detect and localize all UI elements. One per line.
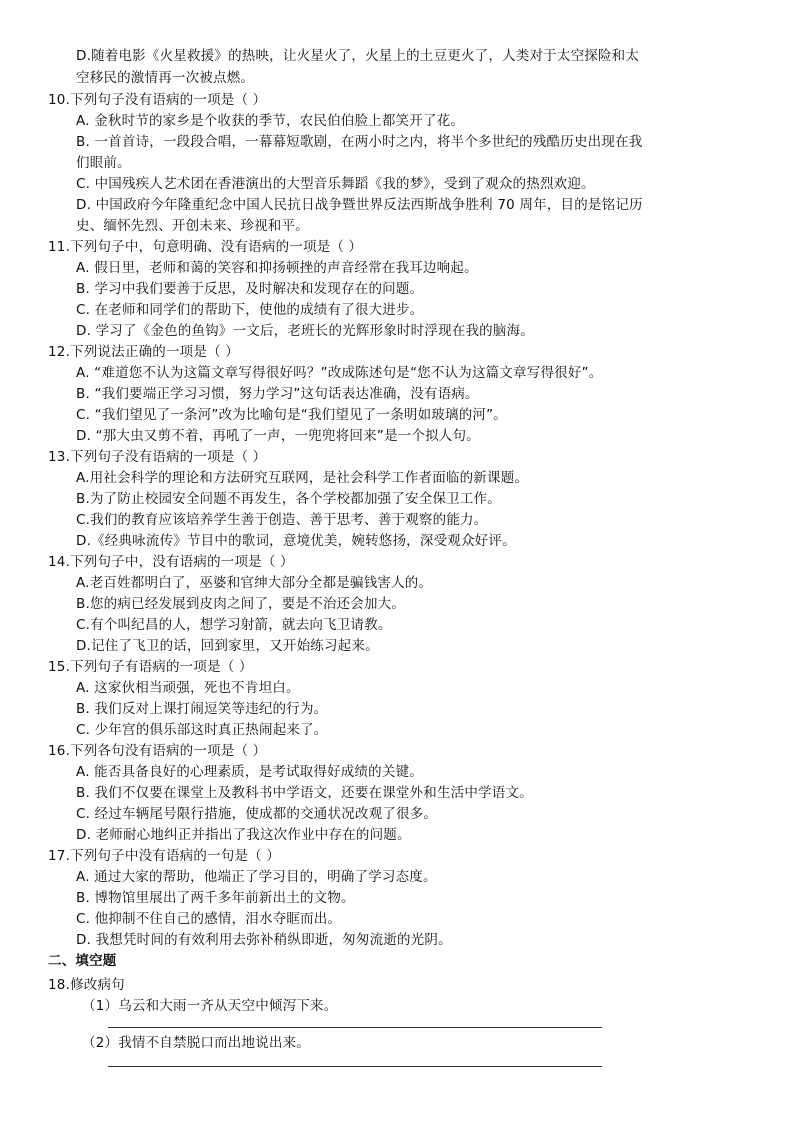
answer-option: B. 博物馆里展出了两千多年前新出土的文物。 [76, 890, 355, 906]
answer-option: C. 少年宫的俱乐部这时真正热闹起来了。 [76, 722, 328, 738]
question-stem: 10.下列句子没有语病的一项是（ ） [48, 92, 267, 108]
question-stem: 16.下列各句没有语病的一项是（ ） [48, 743, 267, 759]
answer-option: A. 假日里，老师和蔼的笑容和抑扬顿挫的声音经常在我耳边响起。 [76, 260, 478, 276]
answer-option: B.为了防止校园安全问题不再发生，各个学校都加强了安全保卫工作。 [76, 491, 501, 507]
question-stem: 13.下列句子没有语病的一项是（ ） [48, 449, 267, 465]
answer-option: A.老百姓都明白了，巫婆和官绅大部分全都是骗钱害人的。 [76, 575, 433, 591]
answer-option: C. 经过车辆尾号限行措施，使成都的交通状况改观了很多。 [76, 806, 438, 822]
answer-option: D. “那大虫又剪不着，再吼了一声，一兜兜将回来”是一个拟人句。 [76, 428, 480, 444]
answer-option: C.有个叫纪昌的人，想学习射箭，就去向飞卫请教。 [76, 617, 392, 633]
answer-option: B. 学习中我们要善于反思，及时解决和发现存在的问题。 [76, 281, 424, 297]
answer-option: 史、缅怀先烈、开创未来、珍视和平。 [76, 218, 309, 234]
answer-line-2[interactable] [108, 1066, 602, 1067]
section-heading: 二、填空题 [48, 953, 117, 969]
question-stem: 18.修改病句 [48, 977, 125, 993]
answer-option: A. 这家伙相当顽强，死也不肯坦白。 [76, 680, 300, 696]
answer-option: C. “我们望见了一条河”改为比喻句是“我们望见了一条明如玻璃的河”。 [76, 407, 507, 423]
answer-option: D.记住了飞卫的话，回到家里，又开始练习起来。 [76, 638, 379, 654]
answer-line-1[interactable] [108, 1027, 602, 1028]
question-stem: 17.下列句子中没有语病的一句是（ ） [48, 848, 281, 864]
answer-option: D.《经典咏流传》节目中的歌词，意境优美，婉转悠扬，深受观众好评。 [76, 533, 516, 549]
answer-option: A. 金秋时节的家乡是个收获的季节，农民伯伯脸上都笑开了花。 [76, 113, 465, 129]
answer-option: A. 能否具备良好的心理素质，是考试取得好成绩的关键。 [76, 764, 423, 780]
question-stem: 15.下列句子有语病的一项是（ ） [48, 659, 253, 675]
answer-option: B. “我们要端正学习习惯，努力学习”这句话表达准确，没有语病。 [76, 386, 479, 402]
answer-option: A.用社会科学的理论和方法研究互联网，是社会科学工作者面临的新课题。 [76, 470, 529, 486]
answer-option: D.随着电影《火星救援》的热映，让火星火了，火星上的土豆更火了，人类对于太空探险和太 [76, 48, 640, 64]
answer-option: A. “难道您不认为这篇文章写得很好吗？”改成陈述句是“您不认为这篇文章写得很好”。 [76, 365, 603, 381]
question-stem: 12.下列说法正确的一项是（ ） [48, 344, 239, 360]
sub-question: （2）我情不自禁脱口而出地说出来。 [82, 1035, 310, 1051]
answer-option: D. 老师耐心地纠正并指出了我这次作业中存在的问题。 [76, 827, 411, 843]
answer-option: D. 我想凭时间的有效利用去弥补稍纵即逝，匆匆流逝的光阴。 [76, 932, 452, 948]
answer-option: D. 学习了《金色的鱼钩》一文后，老班长的光辉形象时时浮现在我的脑海。 [76, 323, 534, 339]
answer-option: 们眼前。 [76, 155, 131, 171]
question-stem: 11.下列句子中，句意明确、没有语病的一项是（ ） [48, 239, 363, 255]
answer-option: C. 在老师和同学们的帮助下，使他的成绩有了很大进步。 [76, 302, 424, 318]
answer-option: B. 一首首诗，一段段合唱，一幕幕短歌剧，在两小时之内，将半个多世纪的残酷历史出现在我 [76, 134, 643, 150]
sub-question: （1）乌云和大雨一齐从天空中倾泻下来。 [82, 998, 338, 1014]
answer-option: A. 通过大家的帮助，他端正了学习目的，明确了学习态度。 [76, 869, 437, 885]
answer-option: B. 我们不仅要在课堂上及教科书中学语文，还要在课堂外和生活中学语文。 [76, 785, 533, 801]
question-stem: 14.下列句子中，没有语病的一项是（ ） [48, 554, 294, 570]
answer-option: 空移民的激情再一次被点燃。 [76, 70, 255, 86]
answer-option: C. 中国残疾人艺术团在香港演出的大型音乐舞蹈《我的梦》，受到了观众的热烈欢迎。 [76, 176, 595, 192]
answer-option: C.我们的教育应该培养学生善于创造、善于思考、善于观察的能力。 [76, 512, 488, 528]
answer-option: B.您的病已经发展到皮肉之间了，要是不治还会加大。 [76, 596, 406, 612]
answer-option: D. 中国政府今年隆重纪念中国人民抗日战争暨世界反法西斯战争胜利 70 周年，目的是铭记历 [76, 197, 643, 213]
answer-option: B. 我们反对上课打闹逗笑等违纪的行为。 [76, 701, 328, 717]
answer-option: C. 他抑制不住自己的感情，泪水夺眶而出。 [76, 911, 342, 927]
